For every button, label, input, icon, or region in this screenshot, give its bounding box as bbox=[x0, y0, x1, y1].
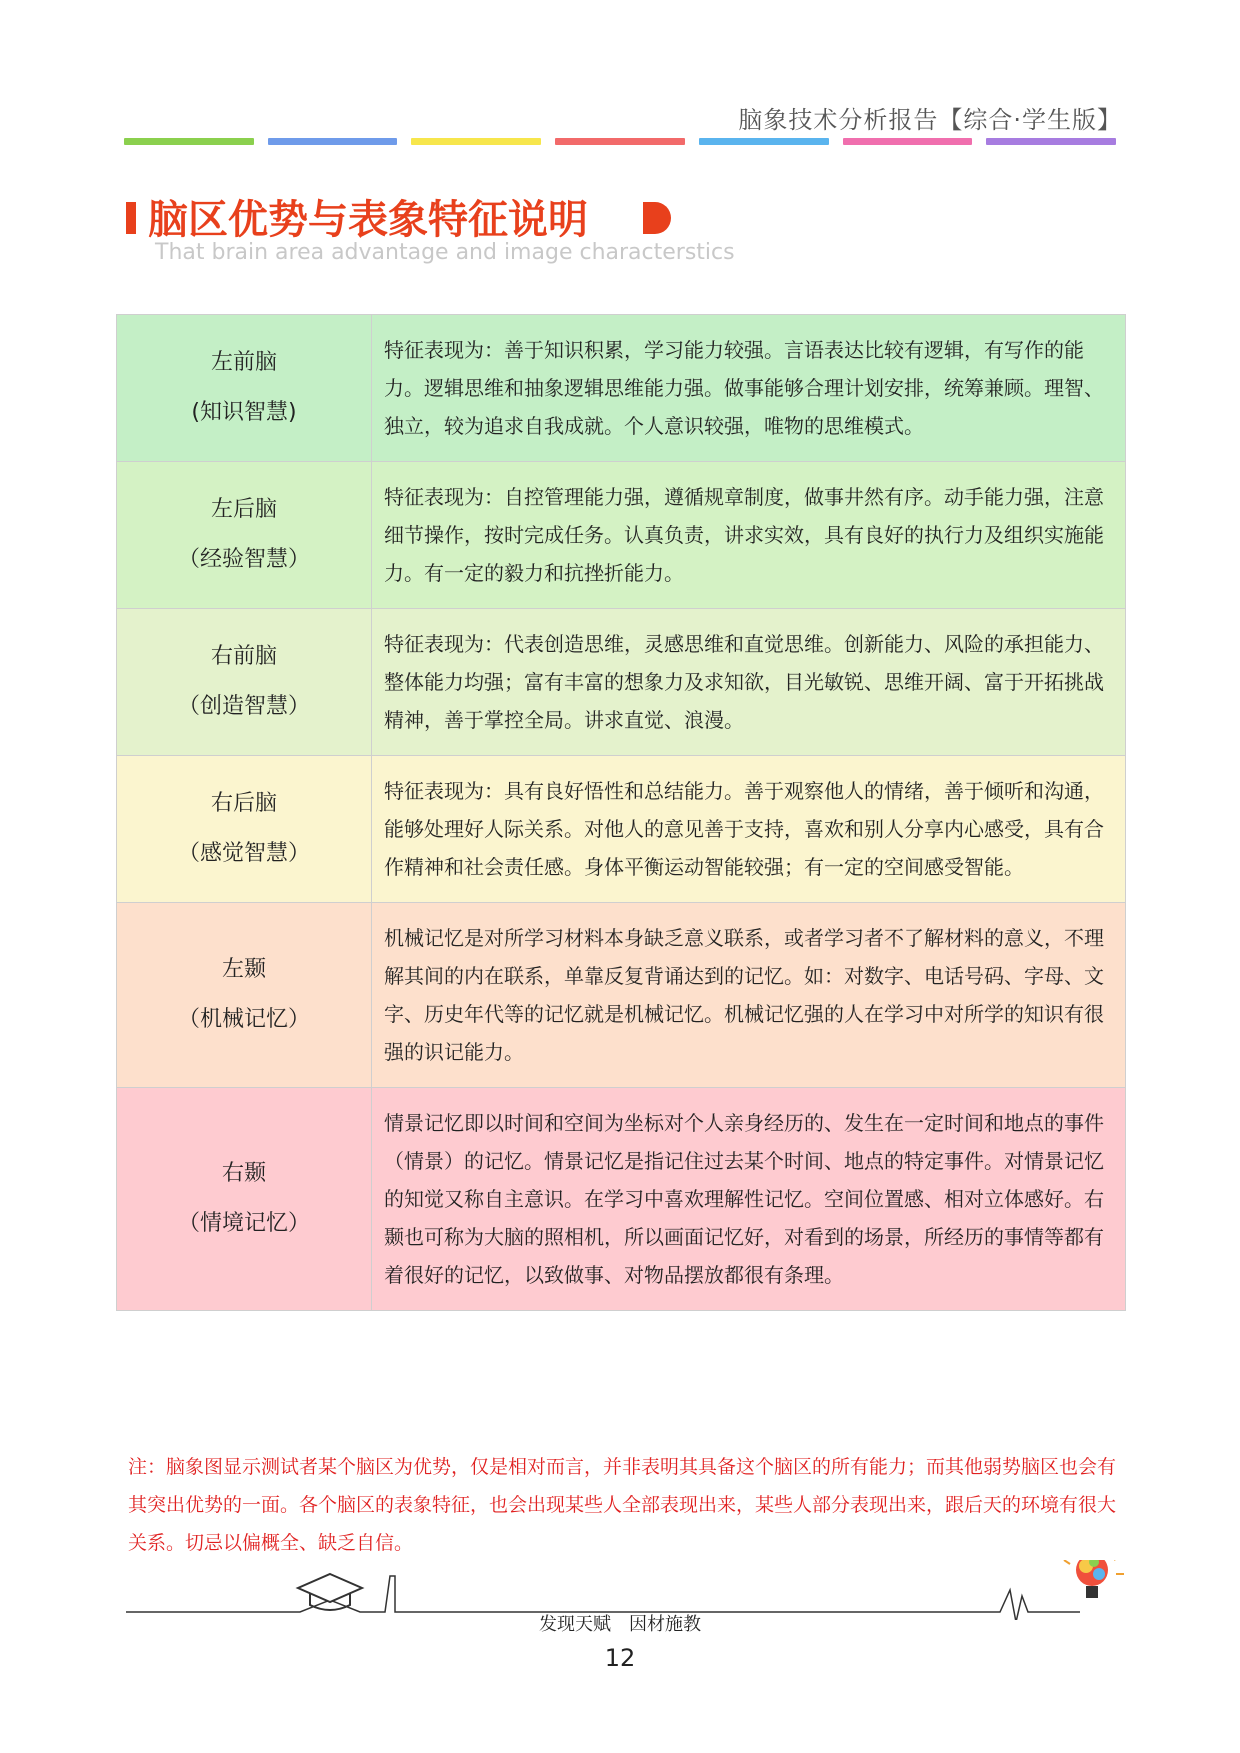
brain-area-table bbox=[116, 314, 1126, 1311]
color-bar bbox=[411, 138, 541, 145]
brain-area-cell bbox=[117, 903, 372, 1088]
footer-slogan: 发现天赋 因材施教 bbox=[539, 1614, 701, 1635]
table-row bbox=[117, 462, 1126, 609]
brain-area-cell bbox=[117, 462, 372, 609]
table-row bbox=[117, 756, 1126, 903]
brain-area-type: (知识智慧) bbox=[191, 400, 297, 425]
color-bar bbox=[124, 138, 254, 145]
table-row bbox=[117, 1088, 1126, 1311]
section-subtitle: That brain area advantage and image characterstics bbox=[155, 240, 735, 265]
brain-area-cell bbox=[117, 315, 372, 462]
table-row bbox=[117, 903, 1126, 1088]
color-bar bbox=[699, 138, 829, 145]
table-row bbox=[117, 609, 1126, 756]
brain-area-name: 左颞 bbox=[221, 957, 266, 982]
section-title: 脑区优势与表象特征说明 bbox=[148, 197, 588, 243]
title-marker-icon bbox=[126, 202, 136, 234]
brain-area-description: 机械记忆是对所学习材料本身缺乏意义联系，或者学习者不了解材料的意义，不理解其间的内在联系，单靠反复背诵达到的记忆。如：对数字、电话号码、字母、文字、历史年代等的记忆就是机械记忆。机械记忆强的人在学习中对所学的知识有很强的识记能力。 bbox=[372, 903, 1126, 1088]
page-number: 12 bbox=[604, 1644, 636, 1672]
brain-area-type: （情境记忆） bbox=[177, 1211, 310, 1236]
brain-area-type: （感觉智慧） bbox=[177, 841, 310, 866]
brain-area-cell bbox=[117, 1088, 372, 1311]
report-title: 脑象技术分析报告【综合·学生版】 bbox=[738, 106, 1122, 134]
note-text: 注：脑象图显示测试者某个脑区为优势，仅是相对而言，并非表明其具备这个脑区的所有能力；而其他弱势脑区也会有其突出优势的一面。各个脑区的表象特征，也会出现某些人全部表现出来，某些人部分表现出来，跟后天的环境有很大关系。切忌以偏概全、缺乏自信。 bbox=[128, 1456, 1117, 1554]
brain-area-description: 特征表现为：善于知识积累，学习能力较强。言语表达比较有逻辑，有写作的能力。逻辑思维和抽象逻辑思维能力强。做事能够合理计划安排，统筹兼顾。理智、独立，较为追求自我成就。个人意识较强，唯物的思维模式。 bbox=[372, 315, 1126, 462]
half-circle-icon bbox=[641, 202, 673, 234]
brain-area-name: 右前脑 bbox=[210, 644, 277, 669]
brain-area-type: （机械记忆） bbox=[177, 1007, 310, 1032]
color-bar bbox=[986, 138, 1116, 145]
brain-area-name: 左后脑 bbox=[210, 497, 277, 522]
brain-area-description: 特征表现为：具有良好悟性和总结能力。善于观察他人的情绪，善于倾听和沟通，能够处理好人际关系。对他人的意见善于支持，喜欢和别人分享内心感受，具有合作精神和社会责任感。身体平衡运动智能较强；有一定的空间感受智能。 bbox=[372, 756, 1126, 903]
brain-area-name: 左前脑 bbox=[210, 350, 277, 375]
brain-area-description: 特征表现为：代表创造思维，灵感思维和直觉思维。创新能力、风险的承担能力、整体能力均强；富有丰富的想象力及求知欲，目光敏锐、思维开阔、富于开拓挑战精神，善于掌控全局。讲求直觉、浪漫。 bbox=[372, 609, 1126, 756]
brain-area-cell bbox=[117, 609, 372, 756]
brain-area-description: 特征表现为：自控管理能力强，遵循规章制度，做事井然有序。动手能力强，注意细节操作，按时完成任务。认真负责，讲求实效，具有良好的执行力及组织实施能力。有一定的毅力和抗挫折能力。 bbox=[372, 462, 1126, 609]
brain-area-name: 右颞 bbox=[221, 1161, 266, 1186]
lightbulb-icon bbox=[1064, 1560, 1124, 1598]
brain-area-type: （创造智慧） bbox=[177, 694, 310, 719]
color-bar bbox=[843, 138, 973, 145]
graduation-cap-icon bbox=[298, 1574, 362, 1610]
brain-area-description: 情景记忆即以时间和空间为坐标对个人亲身经历的、发生在一定时间和地点的事件（情景）的记忆。情景记忆是指记住过去某个时间、地点的特定事件。对情景记忆的知觉又称自主意识。在学习中喜欢理解性记忆。空间位置感、相对立体感好。右颞也可称为大脑的照相机，所以画面记忆好，对看到的场景，所经历的事情等都有着很好的记忆，以致做事、对物品摆放都很有条理。 bbox=[372, 1088, 1126, 1311]
brain-area-name: 右后脑 bbox=[210, 791, 277, 816]
brain-area-type: （经验智慧） bbox=[177, 547, 310, 572]
color-bar-strip bbox=[124, 138, 1116, 145]
table-row bbox=[117, 315, 1126, 462]
color-bar bbox=[555, 138, 685, 145]
brain-area-cell bbox=[117, 756, 372, 903]
color-bar bbox=[268, 138, 398, 145]
